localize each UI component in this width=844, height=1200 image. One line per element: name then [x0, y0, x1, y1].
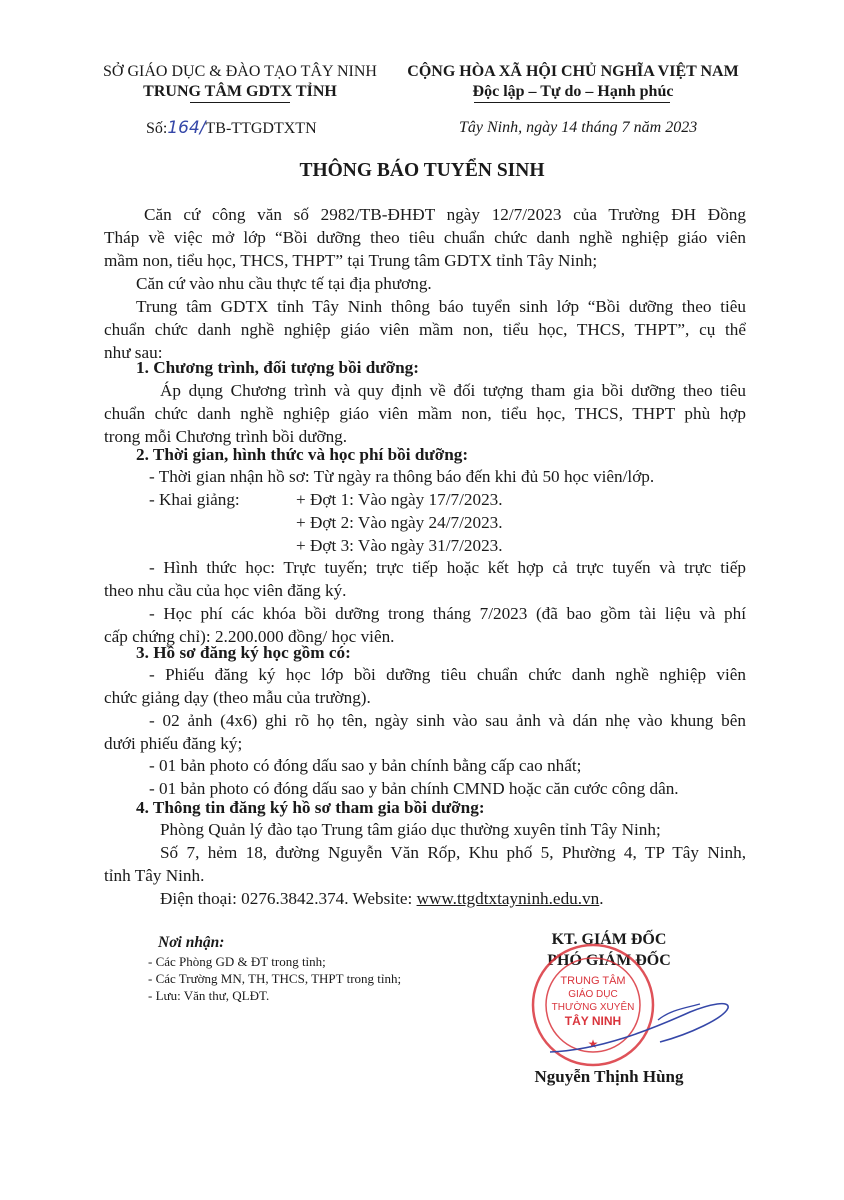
intro-p3-line3: như sau: [104, 343, 163, 362]
section2-heading: 2. Thời gian, hình thức và học phí bồi dưỡng: [136, 445, 469, 464]
section1-line2: chuẩn chức danh nghề nghiệp giáo viên mầm non, tiểu học, THCS, THPT phù hợp [104, 404, 746, 423]
document-title: THÔNG BÁO TUYỂN SINH [299, 160, 545, 181]
intro-p1-line1: Căn cứ công văn số 2982/TB-ĐHĐT ngày 12/7/2023 của Trường ĐH Đồng [144, 205, 746, 224]
signer-name: Nguyễn Thịnh Hùng [534, 1067, 684, 1086]
section4-address-line1: Số 7, hẻm 18, đường Nguyễn Văn Rốp, Khu phố 5, Phường 4, TP Tây Ninh, [160, 843, 746, 862]
stamp-star-icon: ★ [587, 1037, 599, 1051]
motto-underline [474, 102, 670, 103]
national-motto-block [388, 62, 758, 102]
section4-heading: 4. Thông tin đăng ký hồ sơ tham gia bồi dưỡng: [136, 798, 485, 817]
section4-address-line2: tỉnh Tây Ninh. [104, 866, 205, 885]
contact-end-dot: . [599, 889, 604, 908]
document-number [146, 118, 317, 139]
issuer-underline [190, 102, 290, 103]
section3-item4: - 01 bản photo có đóng dấu sao y bản chính CMND hoặc căn cước công dân. [149, 779, 679, 798]
section3-item2-line2: dưới phiếu đăng ký; [104, 734, 243, 753]
number-prefix: Số: [146, 120, 168, 137]
section2-mode-line2: theo nhu cầu của học viên đăng ký. [104, 581, 347, 600]
stamp-text-1: TRUNG TÂM [560, 975, 626, 987]
section2-batch-2: + Đợt 2: Vào ngày 24/7/2023. [296, 513, 503, 532]
section2-fee-line1: - Học phí các khóa bồi dưỡng trong tháng 7/2023 (đã bao gồm tài liệu và phí [149, 604, 746, 623]
intro-p3-line2: chuẩn chức danh nghề nghiệp giáo viên mầm non, tiểu học, THCS, THPT”, cụ thể [104, 320, 746, 339]
section2-batch-3: + Đợt 3: Vào ngày 31/7/2023. [296, 536, 503, 555]
stamp-text-2: GIÁO DỤC [568, 989, 618, 1000]
handwritten-signature [540, 990, 740, 1070]
section2-opening-label: - Khai giảng: [149, 490, 240, 509]
stamp-text-3: THƯỜNG XUYÊN [551, 1002, 635, 1013]
section3-item2-line1: - 02 ảnh (4x6) ghi rõ họ tên, ngày sinh vào sau ảnh và dán nhẹ vào khung bên [149, 711, 746, 730]
recipient-3: - Lưu: Văn thư, QLĐT. [148, 988, 270, 1003]
signature-title-2: PHÓ GIÁM ĐỐC [547, 952, 671, 969]
section2-fee-line2: cấp chứng chỉ): 2.200.000 đồng/ học viên. [104, 627, 395, 646]
section1-heading: 1. Chương trình, đối tượng bồi dưỡng: [136, 358, 419, 377]
section4-office: Phòng Quản lý đào tạo Trung tâm giáo dục thường xuyên tỉnh Tây Ninh; [160, 820, 661, 839]
section4-contact [160, 887, 604, 910]
recipients-block [148, 933, 401, 1004]
section1-line3: trong mỗi Chương trình bồi dưỡng. [104, 427, 348, 446]
phone-text: Điện thoại: 0276.3842.374. Website: [160, 889, 417, 908]
number-handwritten: 164/ [167, 118, 206, 138]
section2-mode-line1: - Hình thức học: Trực tuyến; trực tiếp hoặc kết hợp cả trực tuyến và trực tiếp [149, 558, 746, 577]
signature-title-1: KT. GIÁM ĐỐC [551, 931, 667, 948]
intro-p3-line1: Trung tâm GDTX tỉnh Tây Ninh thông báo tuyển sinh lớp “Bồi dưỡng theo tiêu [136, 297, 746, 316]
number-suffix: TB-TTGDTXTN [205, 120, 317, 137]
place-date: Tây Ninh, ngày 14 tháng 7 năm 2023 [459, 119, 698, 136]
national-title: CỘNG HÒA XÃ HỘI CHỦ NGHĨA VIỆT NAM [407, 63, 739, 80]
recipient-1: - Các Phòng GD & ĐT trong tỉnh; [148, 954, 326, 969]
stamp-text-4: TÂY NINH [564, 1014, 622, 1028]
intro-p1-line3: mầm non, tiểu học, THCS, THPT” tại Trung tâm GDTX tỉnh Tây Ninh; [104, 251, 598, 270]
section1-line1: Áp dụng Chương trình và quy định về đối tượng tham gia bồi dưỡng theo tiêu [160, 381, 746, 400]
section3-item3: - 01 bản photo có đóng dấu sao y bản chính bằng cấp cao nhất; [149, 756, 582, 775]
issuer-block [90, 62, 390, 102]
national-motto: Độc lập – Tự do – Hạnh phúc [472, 83, 674, 100]
intro-p1-line2: Tháp về việc mở lớp “Bồi dưỡng theo tiêu chuẩn chức danh nghề nghiệp giáo viên [104, 228, 746, 247]
issuer-center: TRUNG TÂM GDTX TỈNH [143, 83, 337, 100]
section3-heading: 3. Hồ sơ đăng ký học gồm có: [136, 643, 351, 662]
issuer-department: SỞ GIÁO DỤC & ĐÀO TẠO TÂY NINH [103, 63, 377, 80]
section3-item1-line2: chức giảng dạy (theo mẫu của trường). [104, 688, 371, 707]
intro-p2: Căn cứ vào nhu cầu thực tế tại địa phương. [136, 274, 432, 293]
section2-receive-time: - Thời gian nhận hồ sơ: Từ ngày ra thông báo đến khi đủ 50 học viên/lớp. [149, 467, 655, 486]
recipient-2: - Các Trường MN, TH, THCS, THPT trong tỉnh; [148, 971, 402, 986]
recipients-title: Nơi nhận: [158, 934, 225, 951]
website-link[interactable]: www.ttgdtxtayninh.edu.vn [416, 889, 600, 908]
section3-item1-line1: - Phiếu đăng ký học lớp bồi dưỡng tiêu chuẩn chức danh nghề nghiệp viên [149, 665, 746, 684]
section2-batch-1: + Đợt 1: Vào ngày 17/7/2023. [296, 490, 503, 509]
